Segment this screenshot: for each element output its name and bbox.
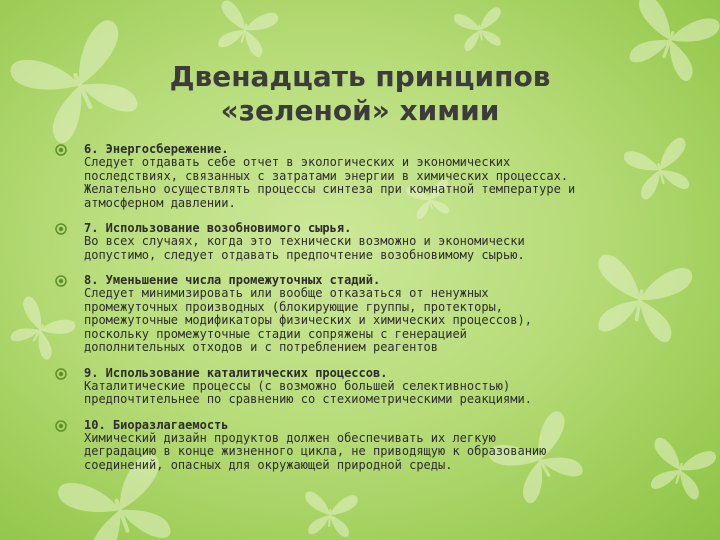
item-heading: 10. Биоразлагаемость bbox=[84, 417, 229, 432]
item-heading: 8. Уменьшение числа промежуточных стадий. bbox=[84, 273, 381, 287]
item-heading: 6. Энергосбережение. bbox=[84, 142, 229, 156]
item-text: Каталитические процессы (с возможно большей селективностью) предпочтительнее по сравнению со стехиометрическими реакциями. bbox=[84, 378, 532, 406]
butterfly-icon bbox=[453, 7, 506, 53]
item-text: Следует отдавать себе отчет в экологических и экономических последствиях, связанных с затратами энергии в химических процессах. Желательно осуществлять процессы синтеза при комнатной температуре и атмосферном давлении. bbox=[84, 155, 576, 210]
slide-title bbox=[100, 60, 620, 128]
item-text: Следует минимизировать или вообще отказаться от ненужных промежуточных производных (блокирующие группы, протекторы, промежуточные модификаторы физических и химических процессов), поскольку промежуточные стадии сопряжены с генерацией дополнительных отходов и с потреблением реагентов bbox=[84, 286, 532, 354]
item-text: Во всех случаях, когда это технически возможно и экономически допустимо, следует отдавать предпочтение возобновимому сырью. bbox=[84, 234, 525, 262]
butterfly-icon bbox=[619, 0, 720, 86]
list-item bbox=[55, 419, 655, 473]
leaf-bullet-icon bbox=[55, 420, 67, 432]
leaf-bullet-icon bbox=[55, 144, 67, 156]
list-item bbox=[55, 274, 655, 355]
leaf-bullet-icon bbox=[55, 275, 67, 287]
list-item bbox=[55, 222, 655, 262]
leaf-bullet-icon bbox=[55, 368, 67, 380]
leaf-bullet-icon bbox=[55, 223, 67, 235]
list-item bbox=[55, 143, 655, 210]
list-item bbox=[55, 367, 655, 407]
slide-title-line-2: «зеленой» химии bbox=[220, 94, 500, 127]
item-heading: 9. Использование каталитических процессов. bbox=[84, 365, 388, 380]
butterfly-icon bbox=[302, 491, 358, 538]
principles-list bbox=[55, 143, 655, 484]
item-text: Химический дизайн продуктов должен обеспечивать их легкую деградацию в конце жизненного цикла, не приводящую к образованию соединений, опасных для окружающей природной среды. bbox=[84, 430, 547, 472]
slide-title-line-1: Двенадцать принципов bbox=[169, 60, 551, 93]
butterfly-icon bbox=[211, 0, 279, 60]
item-heading: 7. Использование возобновимого сырья. bbox=[84, 221, 352, 235]
